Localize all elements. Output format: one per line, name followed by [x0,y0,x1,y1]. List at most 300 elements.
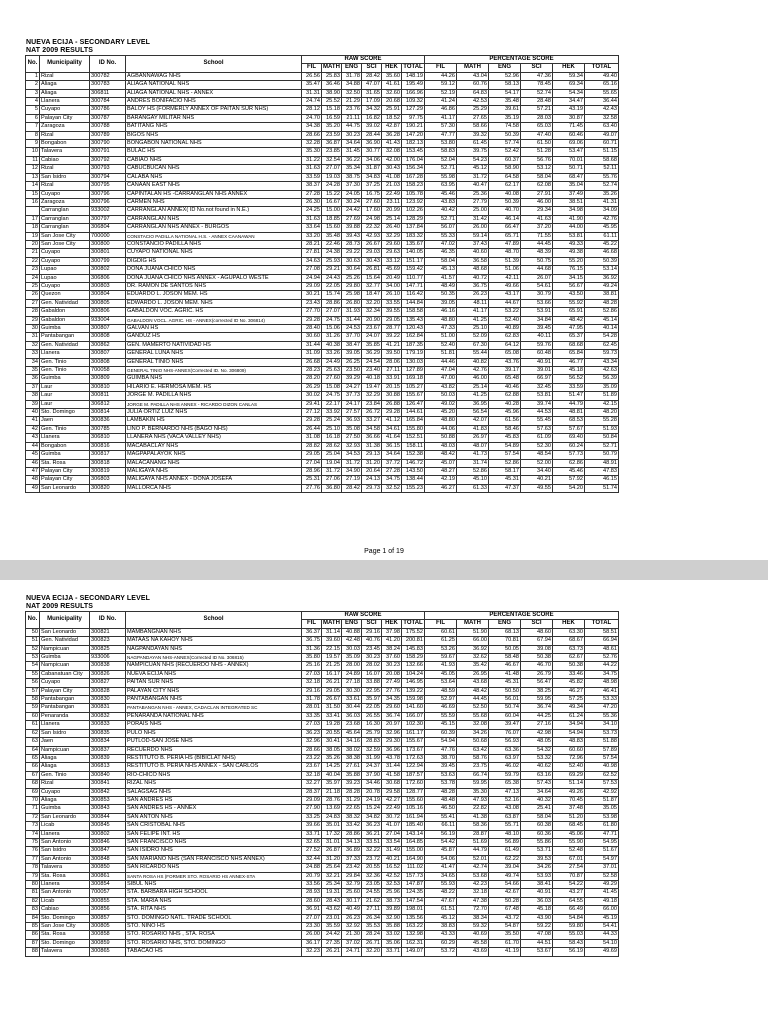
cell-pct-fil: 47.77 [425,131,457,139]
cell-pct-sci: 40.91 [521,889,553,897]
cell-pct-fil: 52.71 [425,165,457,173]
cell-raw-math: 24.42 [322,931,342,939]
cell-raw-hek: 42.00 [382,156,402,164]
cell-raw-total: 195.49 [402,81,425,89]
cell-no: 25 [26,282,40,290]
cell-id: 300847 [90,847,126,855]
results-table-page2 [25,611,619,957]
cell-id: 306811 [90,89,126,97]
cell-municipality: Carranglan [40,215,90,223]
cell-id: 300786 [90,106,126,114]
cell-pct-fil: 60.39 [425,729,457,737]
table-row [26,140,619,148]
cell-raw-total: 120.43 [402,325,425,333]
cell-raw-hek: 33.71 [382,948,402,956]
cell-pct-fil: 61.51 [425,906,457,914]
cell-no: 12 [26,165,40,173]
cell-raw-sci: 29.73 [362,484,382,492]
header-municipality: Municipality [40,56,90,73]
cell-pct-hek: 34.15 [553,274,585,282]
cell-school: DIGDIG HS [126,257,302,265]
cell-pct-sci: 44.53 [521,409,553,417]
cell-pct-math: 48.11 [457,299,489,307]
cell-pct-sci: 59.76 [521,341,553,349]
cell-pct-fil: 55.33 [425,232,457,240]
cell-pct-fil: 51.00 [425,333,457,341]
cell-raw-sci: 32.34 [362,308,382,316]
cell-pct-fil: 45.13 [425,266,457,274]
cell-raw-hek: 35.06 [382,939,402,947]
cell-raw-fil: 29.16 [302,687,322,695]
cell-raw-sci: 15.64 [362,274,382,282]
cell-school: HILARIO E. HERMOSA MEM. HS [126,383,302,391]
table-row [26,872,619,880]
cell-pct-fil: 53.64 [425,679,457,687]
table-row [26,476,619,484]
cell-raw-math: 36.87 [322,140,342,148]
cell-pct-total: 61.80 [585,822,619,830]
cell-pct-math: 26.95 [457,670,489,678]
cell-pct-sci: 57.43 [521,780,553,788]
cell-raw-sci: 34.58 [362,425,382,433]
table-row [26,830,619,838]
cell-pct-sci: 47.36 [521,72,553,80]
cell-pct-fil: 48.03 [425,442,457,450]
cell-raw-sci: 26.34 [362,914,382,922]
cell-municipality: Gen. Natividad [40,299,90,307]
header-id: ID No. [90,56,126,73]
cell-raw-hek: 27.11 [382,367,402,375]
cell-raw-fil: 29.41 [302,400,322,408]
cell-pct-fil: 41.93 [425,662,457,670]
cell-pct-sci: 52.30 [521,442,553,450]
cell-pct-eng: 58.46 [489,425,521,433]
cell-school: STA. RITA NHS [126,906,302,914]
cell-raw-sci: 17.60 [362,207,382,215]
cell-pct-hek: 70.87 [553,872,585,880]
cell-no: 10 [26,148,40,156]
table-body [26,72,619,492]
cell-pct-fil: 47.76 [425,746,457,754]
cell-raw-eng: 24.71 [342,948,362,956]
cell-raw-sci: 20.64 [362,467,382,475]
cell-raw-fil: 36.75 [302,637,322,645]
cell-raw-sci: 24.98 [362,215,382,223]
header-raw-sci: SCI [362,620,382,628]
cell-id: 300855 [90,897,126,905]
cell-id: 300837 [90,746,126,754]
cell-pct-eng: 58.48 [489,654,521,662]
cell-pct-hek: 57.73 [553,451,585,459]
table-row [26,881,619,889]
table-row [26,350,619,358]
cell-raw-eng: 28.00 [342,662,362,670]
cell-pct-fil: 46.50 [425,805,457,813]
cell-municipality: Palayan City [40,687,90,695]
cell-no: 18 [26,224,40,232]
cell-pct-math: 31.72 [457,173,489,181]
cell-raw-eng: 35.08 [342,425,362,433]
cell-pct-sci: 39.74 [521,400,553,408]
cell-pct-fil: 50.35 [425,291,457,299]
cell-municipality: San Antonio [40,855,90,863]
cell-school: ALIAGA NATIONAL NHS - ANNEX [126,89,302,97]
cell-raw-fil: 30.60 [302,333,322,341]
cell-raw-eng: 27.50 [342,434,362,442]
cell-raw-eng: 31.72 [342,459,362,467]
table-row [26,123,619,131]
cell-raw-hek: 32.60 [382,89,402,97]
cell-pct-sci: 36.03 [521,897,553,905]
cell-id: 300794 [90,173,126,181]
cell-municipality: Gen. Tinio [40,358,90,366]
cell-pct-sci: 53.12 [521,165,553,173]
cell-no: 38 [26,392,40,400]
cell-pct-sci: 39.08 [521,645,553,653]
cell-school: ALIAGA NATIONAL NHS [126,81,302,89]
cell-pct-math: 52.01 [457,855,489,863]
cell-pct-sci: 59.95 [521,696,553,704]
cell-pct-eng: 43.08 [489,805,521,813]
cell-pct-math: 34.26 [457,729,489,737]
table-row [26,165,619,173]
cell-pct-total: 53.73 [585,729,619,737]
cell-school: BATITANG NHS [126,123,302,131]
cell-pct-sci: 58.04 [521,173,553,181]
cell-raw-math: 15.06 [322,325,342,333]
cell-id: 300839 [90,754,126,762]
table-row [26,72,619,80]
cell-raw-total: 172.60 [402,780,425,788]
cell-raw-sci: 28.02 [362,662,382,670]
cell-raw-total: 130.03 [402,358,425,366]
cell-no: 8 [26,131,40,139]
cell-raw-math: 23.01 [322,914,342,922]
cell-pct-sci: 51.28 [521,148,553,156]
cell-municipality: Cuyapo [40,106,90,114]
cell-pct-math: 32.08 [457,721,489,729]
cell-raw-hek: 34.35 [382,696,402,704]
cell-raw-fil: 31.63 [302,165,322,173]
cell-id: 300831 [90,704,126,712]
cell-raw-math: 28.62 [322,442,342,450]
cell-pct-sci: 60.36 [521,830,553,838]
cell-no: 86 [26,931,40,939]
cell-pct-math: 41.73 [457,451,489,459]
cell-school: STA. BARBARA HIGH SCHOOL [126,889,302,897]
cell-no: 57 [26,687,40,695]
header-raw-score: RAW SCORE [302,56,425,64]
cell-pct-fil: 59.12 [425,81,457,89]
cell-pct-eng: 50.50 [489,687,521,695]
cell-pct-math: 31.42 [457,215,489,223]
cell-id: 300790 [90,140,126,148]
cell-pct-eng: 65.08 [489,350,521,358]
cell-raw-eng: 39.29 [342,375,362,383]
cell-raw-sci: 29.13 [362,451,382,459]
cell-id: 700000 [90,232,126,240]
table-row [26,425,619,433]
cell-id: 300840 [90,771,126,779]
cell-pct-hek: 45.82 [553,679,585,687]
cell-school: CANAAN EAST NHS [126,182,302,190]
cell-raw-math: 35.26 [322,754,342,762]
cell-pct-fil: 46.35 [425,249,457,257]
cell-pct-fil: 56.19 [425,830,457,838]
cell-municipality: Cuyapo [40,282,90,290]
cell-municipality: Zaragoza [40,123,90,131]
cell-id: 300854 [90,881,126,889]
cell-pct-eng: 61.56 [489,417,521,425]
cell-no: 33 [26,350,40,358]
cell-pct-total: 49.18 [585,897,619,905]
cell-pct-math: 48.68 [457,266,489,274]
cell-id: 300846 [90,838,126,846]
cell-municipality: San Jose City [40,240,90,248]
cell-municipality: Aliaga [40,796,90,804]
cell-school: RESTITUTO B. PERIA HS (BIBICLAT NHS) [126,754,302,762]
cell-pct-fil: 48.80 [425,417,457,425]
cell-raw-total: 105.16 [402,805,425,813]
table-row [26,746,619,754]
cell-pct-total: 49.07 [585,131,619,139]
cell-pct-fil: 46.27 [425,484,457,492]
cell-raw-fil: 24.94 [302,274,322,282]
cell-pct-total: 42.76 [585,215,619,223]
cell-raw-total: 122.94 [402,763,425,771]
cell-id: 300797 [90,215,126,223]
cell-id: 300835 [90,729,126,737]
table-row [26,796,619,804]
cell-raw-math: 21.25 [322,662,342,670]
cell-raw-eng: 38.47 [342,341,362,349]
cell-id: 300782 [90,72,126,80]
cell-pct-total: 48.91 [585,459,619,467]
cell-municipality: Zaragoza [40,198,90,206]
cell-raw-sci: 26.72 [362,409,382,417]
cell-no: 81 [26,889,40,897]
cell-raw-total: 166.07 [402,712,425,720]
cell-id: 306810 [90,434,126,442]
cell-pct-hek: 49.33 [553,240,585,248]
cell-raw-eng: 34.13 [342,838,362,846]
cell-pct-sci: 29.34 [521,207,553,215]
cell-no: 41 [26,417,40,425]
cell-pct-hek: 70.01 [553,156,585,164]
table-row [26,400,619,408]
cell-pct-hek: 57.25 [553,696,585,704]
cell-raw-math: 16.67 [322,198,342,206]
table-row [26,409,619,417]
cell-pct-eng: 60.04 [489,712,521,720]
cell-raw-eng: 26.80 [342,299,362,307]
cell-raw-sci: 35.53 [362,923,382,931]
cell-id: 300811 [90,392,126,400]
cell-pct-math: 45.58 [457,939,489,947]
cell-pct-eng: 46.02 [489,763,521,771]
cell-school: GENERAL LUNA NHS [126,350,302,358]
cell-pct-eng: 54.89 [489,442,521,450]
cell-raw-math: 31.14 [322,628,342,636]
cell-pct-hek: 61.24 [553,712,585,720]
cell-raw-eng: 37.73 [342,392,362,400]
cell-pct-total: 51.74 [585,484,619,492]
cell-raw-hek: 35.88 [382,923,402,931]
cell-raw-hek: 30.88 [382,392,402,400]
cell-raw-fil: 30.21 [302,291,322,299]
cell-municipality: Jaen [40,738,90,746]
cell-pct-total: 47.71 [585,830,619,838]
cell-municipality: Talavera [40,148,90,156]
cell-raw-eng: 33.61 [342,696,362,704]
cell-raw-eng: 32.93 [342,442,362,450]
table-row [26,190,619,198]
cell-raw-total: 110.77 [402,274,425,282]
cell-raw-eng: 39.88 [342,224,362,232]
cell-municipality: Pantabangan [40,696,90,704]
cell-id: 300814 [90,409,126,417]
cell-pct-sci: 48.54 [521,451,553,459]
cell-municipality: Rizal [40,72,90,80]
cell-municipality: Cuyapo [40,679,90,687]
table-row [26,822,619,830]
cell-pct-eng: 47.37 [489,484,521,492]
cell-pct-total: 53.33 [585,696,619,704]
cell-pct-hek: 63.30 [553,628,585,636]
cell-raw-hek: 26.88 [382,400,402,408]
table-row [26,333,619,341]
cell-raw-eng: 28.28 [342,788,362,796]
cell-raw-hek: 37.60 [382,654,402,662]
cell-raw-fil: 36.23 [302,729,322,737]
cell-id: 300856 [90,906,126,914]
cell-pct-fil: 46.86 [425,106,457,114]
cell-pct-total: 48.61 [585,645,619,653]
cell-pct-math: 25.36 [457,190,489,198]
cell-pct-sci: 67.94 [521,637,553,645]
cell-pct-hek: 65.37 [553,333,585,341]
cell-school: ANDRES BONIFACIO NHS [126,98,302,106]
table-row [26,249,619,257]
cell-raw-fil: 23.67 [302,763,322,771]
cell-raw-math: 19.03 [322,173,342,181]
cell-raw-math: 25.10 [322,425,342,433]
cell-pct-math: 52.09 [457,333,489,341]
cell-pct-eng: 54.17 [489,89,521,97]
cell-pct-total: 56.39 [585,375,619,383]
cell-municipality: Sta. Rosa [40,872,90,880]
cell-raw-hek: 37.72 [382,459,402,467]
cell-pct-math: 61.33 [457,484,489,492]
cell-municipality: Llanera [40,434,90,442]
cell-raw-math: 28.43 [322,897,342,905]
cell-raw-math: 25.63 [322,367,342,375]
cell-raw-total: 183.32 [402,232,425,240]
header-raw-hek: HEK [382,64,402,72]
header-pct-hek: HEK [553,64,585,72]
table-row [26,106,619,114]
cell-raw-total: 187.57 [402,771,425,779]
cell-raw-fil: 32.23 [302,948,322,956]
cell-pct-sci: 57.21 [521,106,553,114]
cell-pct-eng: 45.31 [489,476,521,484]
header-raw-fil: FIL [302,64,322,72]
cell-school: PENARANDA NATIONAL NHS [126,712,302,720]
cell-pct-total: 41.31 [585,198,619,206]
cell-school: SAN CRISTOBAL NHS [126,822,302,830]
cell-pct-fil: 48.28 [425,788,457,796]
header-percentage-score: PERCENTAGE SCORE [425,612,619,620]
cell-pct-total: 45.95 [585,224,619,232]
table-row [26,266,619,274]
cell-raw-total: 102.30 [402,721,425,729]
cell-pct-hek: 54.84 [553,914,585,922]
cell-pct-total: 52.58 [585,872,619,880]
cell-raw-math: 25.93 [322,257,342,265]
cell-no: 34 [26,358,40,366]
cell-raw-sci: 20.78 [362,788,382,796]
cell-raw-total: 105.78 [402,190,425,198]
cell-school: SAN MARIANO NHS (SAN FRANCISCO NHS ANNEX) [126,855,302,863]
cell-raw-fil: 28.96 [302,467,322,475]
cell-school: STO. DOMINGO NATL. TRADE SCHOOL [126,914,302,922]
cell-pct-sci: 55.86 [521,838,553,846]
cell-raw-sci: 33.88 [362,679,382,687]
cell-school: MAGPAPALAYOK NHS [126,451,302,459]
cell-pct-sci: 39.01 [521,367,553,375]
cell-raw-total: 97.75 [402,114,425,122]
cell-no: 79 [26,872,40,880]
cell-pct-fil: 54.42 [425,838,457,846]
cell-school: GENERAL TINIO NHS-ANNEX(Corrected ID. No. 306809) [126,367,302,375]
cell-pct-sci: 53.71 [521,847,553,855]
cell-id: 300842 [90,788,126,796]
cell-pct-hek: 54.94 [553,729,585,737]
cell-pct-fil: 45.87 [425,847,457,855]
cell-raw-eng: 37.30 [342,182,362,190]
cell-id: 300784 [90,98,126,106]
cell-school: SAN ANDRES HS [126,796,302,804]
cell-no: 88 [26,948,40,956]
cell-pct-sci: 61.50 [521,140,553,148]
cell-raw-math: 31.50 [322,704,342,712]
cell-raw-fil: 33.20 [302,232,322,240]
cell-pct-sci: 39.45 [521,325,553,333]
cell-pct-fil: 38.70 [425,754,457,762]
cell-pct-fil: 47.67 [425,897,457,905]
table-row [26,704,619,712]
cell-pct-sci: 47.08 [521,931,553,939]
cell-pct-total: 35.05 [585,805,619,813]
cell-id: 300783 [90,81,126,89]
cell-pct-hek: 68.47 [553,173,585,181]
cell-school: BARANGAY MILITAR NHS [126,114,302,122]
cell-raw-total: 144.84 [402,299,425,307]
cell-raw-fil: 28.37 [302,788,322,796]
cell-raw-eng: 38.38 [342,754,362,762]
cell-pct-fil: 53.63 [425,771,457,779]
cell-pct-hek: 51.47 [553,392,585,400]
table-row [26,434,619,442]
cell-raw-eng: 25.26 [342,274,362,282]
cell-raw-hek: 41.12 [382,417,402,425]
cell-pct-sci: 40.32 [521,796,553,804]
cell-raw-math: 26.21 [322,948,342,956]
cell-pct-eng: 57.74 [489,140,521,148]
cell-pct-sci: 39.53 [521,855,553,863]
cell-raw-math: 30.41 [322,738,342,746]
cell-raw-hek: 36.28 [382,131,402,139]
